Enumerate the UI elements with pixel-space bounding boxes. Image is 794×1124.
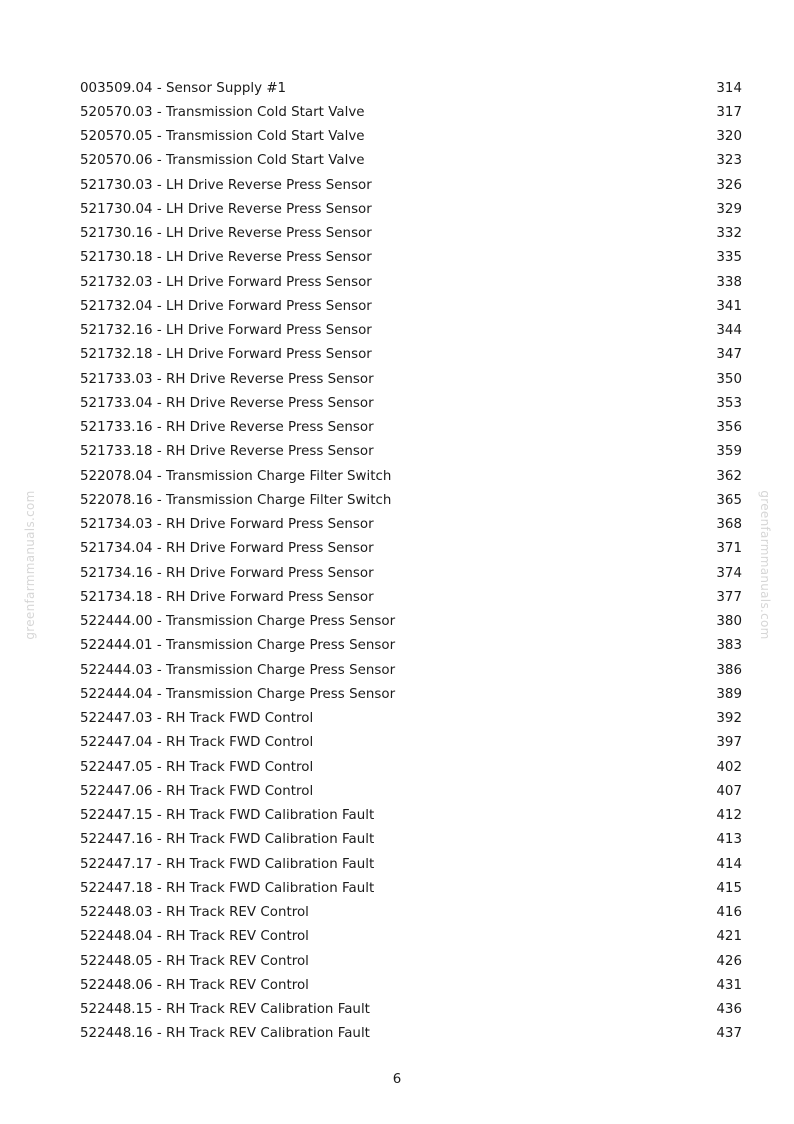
- toc-entry[interactable]: [80, 561, 742, 585]
- toc-entry[interactable]: [80, 246, 742, 270]
- toc-entry-page[interactable]: 368: [716, 517, 742, 533]
- table-of-contents: [80, 76, 742, 1046]
- toc-entry-title[interactable]: 520570.03 - Transmission Cold Start Valve: [80, 104, 365, 120]
- toc-entry-title[interactable]: 521730.16 - LH Drive Reverse Press Sensor: [80, 226, 372, 242]
- toc-entry-title[interactable]: 522444.00 - Transmission Charge Press Sensor: [80, 614, 396, 630]
- toc-entry[interactable]: [80, 343, 742, 367]
- toc-entry-title[interactable]: 521732.03 - LH Drive Forward Press Sensor: [80, 274, 372, 290]
- toc-entry[interactable]: [80, 682, 742, 706]
- toc-entry[interactable]: [80, 391, 742, 415]
- toc-entry[interactable]: [80, 852, 742, 876]
- toc-entry[interactable]: [80, 537, 742, 561]
- toc-entry-page[interactable]: 356: [716, 420, 742, 436]
- toc-entry-page[interactable]: 389: [716, 686, 742, 702]
- toc-entry-title[interactable]: 520570.06 - Transmission Cold Start Valve: [80, 153, 365, 169]
- toc-entry-page[interactable]: 414: [716, 856, 742, 872]
- toc-entry[interactable]: [80, 513, 742, 537]
- toc-entry-page[interactable]: 421: [716, 929, 742, 945]
- toc-entry[interactable]: [80, 100, 742, 124]
- toc-entry-title[interactable]: 521732.18 - LH Drive Forward Press Sensor: [80, 347, 372, 363]
- toc-entry[interactable]: [80, 876, 742, 900]
- toc-entry-page[interactable]: 436: [716, 1002, 742, 1018]
- toc-entry-title[interactable]: 522448.15 - RH Track REV Calibration Fault: [80, 1002, 370, 1018]
- toc-entry-title[interactable]: 521734.18 - RH Drive Forward Press Sensor: [80, 589, 374, 605]
- toc-entry-page[interactable]: 374: [716, 565, 742, 581]
- toc-entry-title[interactable]: 522448.06 - RH Track REV Control: [80, 977, 309, 993]
- toc-entry[interactable]: [80, 1022, 742, 1046]
- toc-entry[interactable]: [80, 76, 742, 100]
- toc-entry[interactable]: [80, 149, 742, 173]
- toc-entry[interactable]: [80, 367, 742, 391]
- toc-entry[interactable]: [80, 440, 742, 464]
- toc-entry-page[interactable]: 335: [716, 250, 742, 266]
- toc-entry-title[interactable]: 521730.03 - LH Drive Reverse Press Sensor: [80, 177, 372, 193]
- toc-entry-title[interactable]: 522447.05 - RH Track FWD Control: [80, 759, 314, 775]
- toc-entry[interactable]: [80, 779, 742, 803]
- toc-entry-title[interactable]: 522448.05 - RH Track REV Control: [80, 953, 309, 969]
- toc-entry-title[interactable]: 521730.18 - LH Drive Reverse Press Sensor: [80, 250, 372, 266]
- toc-entry-page[interactable]: 329: [716, 201, 742, 217]
- toc-entry-page[interactable]: 397: [716, 735, 742, 751]
- toc-entry-title[interactable]: 522078.04 - Transmission Charge Filter Switch: [80, 468, 392, 484]
- toc-entry-page[interactable]: 332: [716, 226, 742, 242]
- toc-entry-page[interactable]: 377: [716, 589, 742, 605]
- toc-entry-title[interactable]: 522444.03 - Transmission Charge Press Sensor: [80, 662, 396, 678]
- toc-entry-title[interactable]: 522447.03 - RH Track FWD Control: [80, 711, 314, 727]
- toc-entry[interactable]: [80, 634, 742, 658]
- toc-entry[interactable]: [80, 464, 742, 488]
- toc-entry-page[interactable]: 437: [716, 1026, 742, 1042]
- toc-entry[interactable]: [80, 949, 742, 973]
- toc-entry[interactable]: [80, 973, 742, 997]
- toc-entry-page[interactable]: 362: [716, 468, 742, 484]
- toc-entry-page[interactable]: 347: [716, 347, 742, 363]
- toc-entry-page[interactable]: 412: [716, 808, 742, 824]
- toc-entry[interactable]: [80, 197, 742, 221]
- toc-entry-title[interactable]: 522448.03 - RH Track REV Control: [80, 905, 309, 921]
- toc-entry-title[interactable]: 521732.04 - LH Drive Forward Press Sensor: [80, 298, 372, 314]
- toc-entry-title[interactable]: 521732.16 - LH Drive Forward Press Sensor: [80, 323, 372, 339]
- toc-entry[interactable]: [80, 998, 742, 1022]
- toc-entry-page[interactable]: 392: [716, 711, 742, 727]
- toc-entry[interactable]: [80, 319, 742, 343]
- toc-entry-title[interactable]: 522447.17 - RH Track FWD Calibration Fault: [80, 856, 375, 872]
- toc-entry-title[interactable]: 521733.03 - RH Drive Reverse Press Sensor: [80, 371, 374, 387]
- toc-entry[interactable]: [80, 585, 742, 609]
- toc-entry[interactable]: [80, 755, 742, 779]
- toc-entry-page[interactable]: 353: [716, 395, 742, 411]
- toc-entry-page[interactable]: 314: [716, 80, 742, 96]
- toc-entry-page[interactable]: 320: [716, 129, 742, 145]
- toc-entry[interactable]: [80, 804, 742, 828]
- toc-entry-page[interactable]: 380: [716, 614, 742, 630]
- toc-entry-page[interactable]: 371: [716, 541, 742, 557]
- toc-entry[interactable]: [80, 901, 742, 925]
- toc-entry-title[interactable]: 521734.03 - RH Drive Forward Press Sensor: [80, 517, 374, 533]
- toc-entry-page[interactable]: 344: [716, 323, 742, 339]
- toc-entry-title[interactable]: 521730.04 - LH Drive Reverse Press Sensor: [80, 201, 372, 217]
- toc-entry-page[interactable]: 416: [716, 905, 742, 921]
- page-number: 6: [392, 1072, 402, 1087]
- toc-entry[interactable]: [80, 731, 742, 755]
- toc-entry[interactable]: [80, 270, 742, 294]
- toc-entry-page[interactable]: 341: [716, 298, 742, 314]
- toc-entry-title[interactable]: 521733.16 - RH Drive Reverse Press Sensor: [80, 420, 374, 436]
- toc-entry-page[interactable]: 426: [716, 953, 742, 969]
- toc-entry[interactable]: [80, 294, 742, 318]
- toc-entry-title[interactable]: 521733.18 - RH Drive Reverse Press Sensor: [80, 444, 374, 460]
- toc-entry-title[interactable]: 521733.04 - RH Drive Reverse Press Sensor: [80, 395, 374, 411]
- toc-entry-page[interactable]: 338: [716, 274, 742, 290]
- watermark-right: greenfarmmanuals.com: [758, 490, 772, 640]
- toc-entry-title[interactable]: 522447.16 - RH Track FWD Calibration Fault: [80, 832, 375, 848]
- toc-entry-page[interactable]: 415: [716, 880, 742, 896]
- toc-entry[interactable]: [80, 173, 742, 197]
- toc-entry-page[interactable]: 413: [716, 832, 742, 848]
- toc-entry-page[interactable]: 350: [716, 371, 742, 387]
- toc-entry-title[interactable]: 521734.04 - RH Drive Forward Press Sensor: [80, 541, 374, 557]
- toc-entry-title[interactable]: 522447.15 - RH Track FWD Calibration Fault: [80, 808, 375, 824]
- toc-entry-page[interactable]: 365: [716, 492, 742, 508]
- toc-entry-page[interactable]: 383: [716, 638, 742, 654]
- toc-entry-title[interactable]: 522448.16 - RH Track REV Calibration Fault: [80, 1026, 370, 1042]
- toc-entry[interactable]: [80, 610, 742, 634]
- toc-entry-page[interactable]: 359: [716, 444, 742, 460]
- toc-entry-page[interactable]: 402: [716, 759, 742, 775]
- toc-entry-title[interactable]: 522078.16 - Transmission Charge Filter Switch: [80, 492, 392, 508]
- toc-entry-title[interactable]: 520570.05 - Transmission Cold Start Valve: [80, 129, 365, 145]
- toc-entry-page[interactable]: 407: [716, 783, 742, 799]
- toc-entry-page[interactable]: 326: [716, 177, 742, 193]
- toc-entry[interactable]: [80, 125, 742, 149]
- watermark-left: greenfarmmanuals.com: [23, 490, 37, 640]
- toc-entry-page[interactable]: 431: [716, 977, 742, 993]
- toc-entry[interactable]: [80, 416, 742, 440]
- toc-entry-title[interactable]: 521734.16 - RH Drive Forward Press Sensor: [80, 565, 374, 581]
- toc-entry-title[interactable]: 522447.18 - RH Track FWD Calibration Fault: [80, 880, 375, 896]
- toc-entry-page[interactable]: 317: [716, 104, 742, 120]
- toc-entry-page[interactable]: 323: [716, 153, 742, 169]
- toc-entry-title[interactable]: 522444.01 - Transmission Charge Press Sensor: [80, 638, 396, 654]
- toc-entry[interactable]: [80, 707, 742, 731]
- toc-entry[interactable]: [80, 828, 742, 852]
- toc-entry-page[interactable]: 386: [716, 662, 742, 678]
- toc-entry[interactable]: [80, 658, 742, 682]
- toc-entry-title[interactable]: 522448.04 - RH Track REV Control: [80, 929, 309, 945]
- toc-entry[interactable]: [80, 222, 742, 246]
- toc-entry-title[interactable]: 522447.04 - RH Track FWD Control: [80, 735, 314, 751]
- toc-entry[interactable]: [80, 925, 742, 949]
- toc-entry-title[interactable]: 522444.04 - Transmission Charge Press Sensor: [80, 686, 396, 702]
- toc-entry[interactable]: [80, 488, 742, 512]
- toc-entry-title[interactable]: 522447.06 - RH Track FWD Control: [80, 783, 314, 799]
- toc-entry-title[interactable]: 003509.04 - Sensor Supply #1: [80, 80, 287, 96]
